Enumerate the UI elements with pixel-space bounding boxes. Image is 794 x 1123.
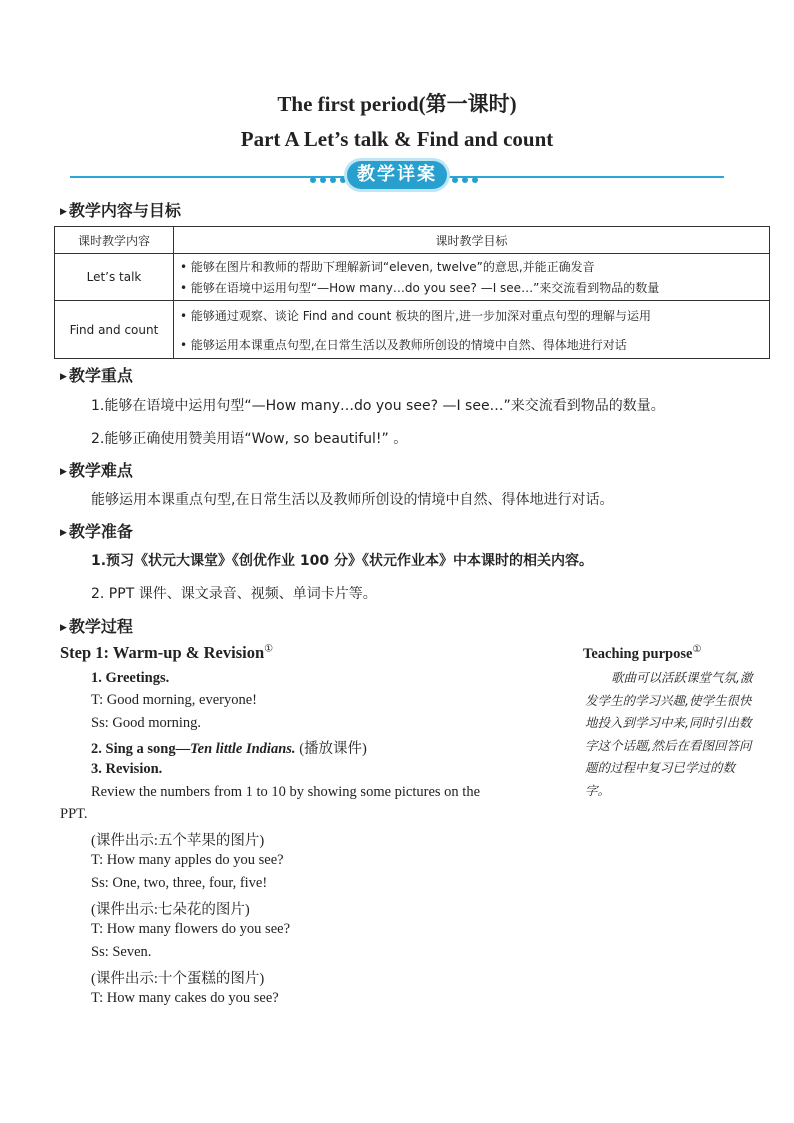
section-heading-content-goals: ▶ 教学内容与目标 — [60, 201, 181, 220]
dialogue-line: Ss: Seven. — [91, 944, 152, 960]
table-cell-content: Let’s talk — [55, 254, 174, 301]
goal-item: • 能够在语境中运用句型“—How many…do you see? —I see…”来交流看到物品的数量 — [180, 281, 660, 295]
goal-item: • 能够通过观察、谈论 Find and count 板块的图片,进一步加深对重点句型的理解与运用 — [180, 308, 651, 323]
section-heading-process: ▶ 教学过程 — [60, 617, 133, 636]
table-header-content: 课时教学内容 — [55, 227, 174, 254]
objectives-table — [54, 226, 770, 359]
ppt-note: (课件出示:十个蛋糕的图片) — [91, 971, 265, 987]
banner-dots-right — [440, 172, 488, 182]
preparation-1: 1.预习《状元大课堂》《创优作业 100 分》《状元作业本》中本课时的相关内容。 — [91, 553, 594, 569]
revision-text: Review the numbers from 1 to 10 by showing some pictures on the — [91, 784, 481, 800]
triangle-icon: ▶ — [60, 467, 67, 477]
revision-title: 3. Revision. — [91, 761, 163, 777]
banner-label: 教学详案 — [347, 161, 447, 189]
goal-item: • 能够在图片和教师的帮助下理解新词“eleven, twelve”的意思,并能正确发音 — [180, 260, 595, 274]
table-header-goals: 课时教学目标 — [174, 227, 770, 254]
key-point-1: 1.能够在语境中运用句型“—How many…do you see? —I see…”来交流看到物品的数量。 — [91, 398, 665, 414]
teaching-purpose-title: Teaching purpose① — [583, 644, 702, 662]
footnote-mark: ① — [264, 643, 274, 655]
dialogue-line: T: How many apples do you see? — [91, 852, 284, 868]
ppt-note: (课件出示:七朵花的图片) — [91, 902, 250, 918]
goal-item: • 能够运用本课重点句型,在日常生活以及教师所创设的情境中自然、得体地进行对话 — [180, 337, 627, 352]
triangle-icon: ▶ — [60, 528, 67, 538]
section-heading-difficulties: ▶ 教学难点 — [60, 461, 133, 480]
revision-text: PPT. — [60, 806, 88, 822]
page-subtitle: Part A Let’s talk & Find and count — [240, 127, 554, 151]
page-title: The first period(第一课时) — [277, 92, 517, 116]
table-cell-goals — [174, 301, 770, 359]
table-row — [55, 301, 770, 359]
section-heading-key-points: ▶ 教学重点 — [60, 366, 133, 385]
key-point-2: 2.能够正确使用赞美用语“Wow, so beautiful!” 。 — [91, 431, 408, 447]
preparation-2: 2. PPT 课件、课文录音、视频、单词卡片等。 — [91, 586, 377, 602]
table-row — [55, 254, 770, 301]
section-banner — [70, 159, 724, 195]
triangle-icon: ▶ — [60, 207, 67, 217]
table-header-row — [55, 227, 770, 254]
difficulty-text: 能够运用本课重点句型,在日常生活以及教师所创设的情境中自然、得体地进行对话。 — [91, 492, 614, 508]
footnote-mark: ① — [692, 644, 702, 655]
triangle-icon: ▶ — [60, 372, 67, 382]
dialogue-line: T: Good morning, everyone! — [91, 692, 257, 708]
teaching-purpose-text: 歌曲可以活跃课堂气氛,激发学生的学习兴趣,使学生很快地投入到学习中来,同时引出数字这个话题,然后在看图回答问题的过程中复习已学过的数字。 — [585, 670, 753, 798]
triangle-icon: ▶ — [60, 623, 67, 633]
greetings-title: 1. Greetings. — [91, 670, 170, 686]
section-heading-preparation: ▶ 教学准备 — [60, 522, 133, 541]
table-cell-goals — [174, 254, 770, 301]
sing-song-line: 2. Sing a song—Ten little Indians. (播放课件) — [91, 741, 367, 757]
dialogue-line: Ss: Good morning. — [91, 715, 201, 731]
dialogue-line: T: How many cakes do you see? — [91, 990, 279, 1006]
dialogue-line: T: How many flowers do you see? — [91, 921, 291, 937]
step1-heading: Step 1: Warm-up & Revision① — [60, 643, 274, 662]
dialogue-line: Ss: One, two, three, four, five! — [91, 875, 268, 891]
table-cell-content: Find and count — [55, 301, 174, 359]
ppt-note: (课件出示:五个苹果的图片) — [91, 833, 265, 849]
